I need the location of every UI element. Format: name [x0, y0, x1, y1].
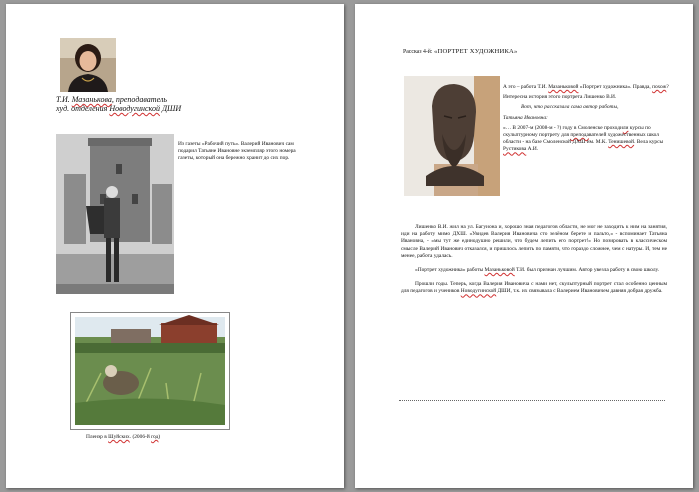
portrait-image	[60, 38, 116, 92]
story-paragraph-5: «… В 2007-м (2008-м - ?) году в Смоленске проходили курсы по скульптурному портрету для преподавателей художественных школ области - на базе Смоленской ДХШ им. М.К. Тенишевой. Вела курсы Рустикова А.И.	[503, 124, 664, 153]
author-school-suffix: ДШИ	[159, 104, 182, 113]
story-paragraph-3: Вот, что рассказала сама автор работы,	[521, 104, 619, 111]
caption-year: . (2006-й	[129, 434, 152, 440]
newspaper-caption: Из газеты «Рабочий путь». Валерий Иванович сам подарил Татьяне Ивановне экземпляр этого номера газеты, который она бережно хранит до сих пор.	[178, 141, 296, 162]
caption-end: )	[158, 434, 161, 440]
sculpture-image	[404, 76, 500, 196]
story-intro	[503, 84, 673, 157]
page-divider	[399, 400, 665, 401]
sculpture-photo	[404, 76, 500, 196]
story-paragraph-2: Интересна история этого портрета Лишенко В.И.	[503, 94, 617, 101]
author-school: Новодугинской	[109, 104, 160, 113]
body-paragraph-2: «Портрет художника» работы Мазаньковой Т.И. был признан лучшим. Автор увезла работу в свою школу.	[415, 267, 660, 274]
caption-part: Пленэр в	[86, 434, 109, 440]
tower-image	[56, 134, 174, 294]
landscape-image	[71, 313, 229, 429]
author-name: Т.И.	[56, 95, 72, 104]
body-paragraph-1: Лишенко В.И. жил на ул. Багуиона и, хорошо зная педагогов области, не мог не заходить к ним на занятия, иди на работу мимо ДХШ. «Увидев Валерия Ивановича сто зелёном берете и пальто,» - вспоминает Татьяна Ивановна, - «мы тут же единодушно решили, что будем лепить его портрет!» Но позировать в классическом смысле Валерий Иванович отказался, и пришлось лепить по памяти, что гораздо сложнее, чем с натуры. И, тем не менее, работа удалась.	[401, 224, 667, 259]
right-page	[355, 4, 693, 488]
story-number: Рассказ 4-й:	[403, 49, 433, 55]
author-portrait-photo	[60, 38, 116, 92]
author-surname: Мазанькова	[71, 95, 112, 104]
story-paragraph-4: Татьяна Ивановна:	[503, 114, 548, 121]
body-paragraph-3: Прошли годы. Теперь, когда Валерия Ивановича с нами нет, скульптурный портрет стал особенно ценным для педагогов и учеников Новодугинской ДШИ, т.к. их связывала с Валерием Ивановичем давняя добрая дружба.	[401, 281, 667, 295]
story-title: «ПОРТРЕТ ХУДОЖНИКА»	[433, 48, 518, 55]
newspaper-photo	[56, 134, 174, 294]
plein-air-photo	[70, 312, 230, 430]
author-department: худ. отделения	[56, 104, 110, 113]
caption-place: Шуйских	[108, 434, 130, 440]
left-page	[6, 4, 344, 488]
story-header	[403, 48, 663, 55]
author-role: , преподаватель	[111, 95, 168, 104]
story-paragraph-1: А это – работа Т.И. Мазаньковой «Портрет художника». Правда, похож?	[503, 84, 669, 90]
plein-air-caption	[86, 434, 226, 440]
caption-word: год	[151, 434, 159, 440]
story-body	[401, 224, 667, 303]
author-caption	[56, 95, 256, 113]
